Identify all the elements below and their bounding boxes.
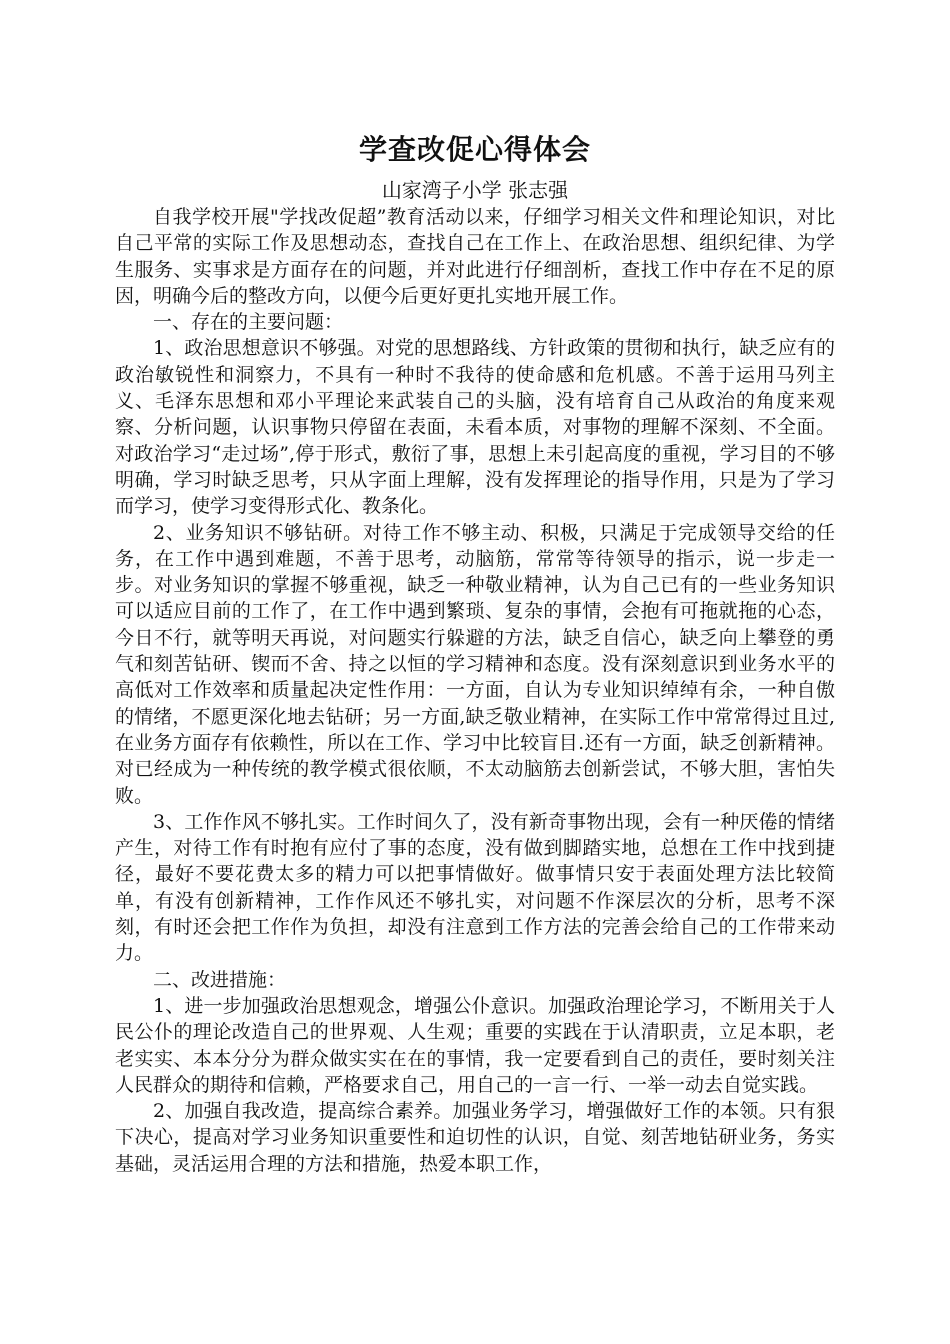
paragraph-problem-1: 1、政治思想意识不够强。对党的思想路线、方针政策的贯彻和执行，缺乏应有的政治敏锐性和洞察力，不具有一种时不我待的使命感和危机感。不善于运用马列主义、毛泽东思想和邓小平理论来武装自己的头脑，没有培育自己从政治的角度来观察、分析问题，认识事物只停留在表面，未看本质，对事物的理解不深刻、不全面。对政治学习“走过场”,停于形式，敷衍了事，思想上未引起高度的重视，学习目的不够明确，学习时缺乏思考，只从字面上理解，没有发挥理论的指导作用，只是为了学习而学习，使学习变得形式化、教条化。 [115, 337, 835, 518]
section-heading-measures: 二、改进措施： [153, 968, 287, 991]
paragraph-measure-1: 1、进一步加强政治思想观念，增强公仆意识。加强政治理论学习，不断用关于人民公仆的理论改造自己的世界观、人生观；重要的实践在于认清职责，立足本职，老老实实、本本分分为群众做实实在在的事情，我一定要看到自己的责任，要时刻关注人民群众的期待和信赖，严格要求自己，用自己的一言一行、一举一动去自觉实践。 [115, 994, 835, 1096]
paragraph-problem-2: 2、业务知识不够钻研。对待工作不够主动、积极，只满足于完成领导交给的任务，在工作中遇到难题，不善于思考，动脑筋，常常等待领导的指示，说一步走一步。对业务知识的掌握不够重视，缺乏一种敬业精神，认为自己已有的一些业务知识可以适应目前的工作了，在工作中遇到繁琐、复杂的事情，会抱有可拖就拖的心态，今日不行，就等明天再说，对问题实行躲避的方法，缺乏自信心，缺乏向上攀登的勇气和刻苦钻研、锲而不舍、持之以恒的学习精神和态度。没有深刻意识到业务水平的高低对工作效率和质量起决定性作用：一方面，自认为专业知识绰绰有余，一种自傲的情绪，不愿更深化地去钻研；另一方面,缺乏敬业精神，在实际工作中常常得过且过,在业务方面存有依赖性，所以在工作、学习中比较盲目.还有一方面，缺乏创新精神。对已经成为一种传统的教学模式很依顺，不太动脑筋去创新尝试，不够大胆，害怕失败。 [115, 521, 835, 807]
document-page [115, 128, 835, 1177]
paragraph-intro: 自我学校开展"学找改促超”教育活动以来，仔细学习相关文件和理论知识，对比自己平常的实际工作及思想动态，查找自己在工作上、在政治思想、组织纪律、为学生服务、实事求是方面存在的问题，并对此进行仔细剖析，查找工作中存在不足的原因，明确今后的整改方向，以便今后更好更扎实地开展工作。 [115, 206, 835, 307]
paragraph-measure-2: 2、加强自我改造，提高综合素养。加强业务学习，增强做好工作的本领。只有狠下决心，提高对学习业务知识重要性和迫切性的认识，自觉、刻苦地钻研业务，务实基础，灵活运用合理的方法和措施，热爱本职工作， [115, 1100, 835, 1175]
document-title: 学查改促心得体会 [358, 133, 591, 166]
paragraph-problem-3: 3、工作作风不够扎实。工作时间久了，没有新奇事物出现，会有一种厌倦的情绪产生，对待工作有时抱有应付了事的态度，没有做到脚踏实地，总想在工作中找到捷径，最好不要花费太多的精力可以把事情做好。做事情只安于表面处理方法比较简单，有没有创新精神，工作作风还不够扎实，对问题不作深层次的分析，思考不深刻，有时还会把工作作为负担，却没有注意到工作方法的完善会给自己的工作带来动力。 [115, 810, 835, 965]
document-author: 山家湾子小学 张志强 [381, 178, 569, 202]
section-heading-problems: 一、存在的主要问题： [153, 311, 344, 334]
